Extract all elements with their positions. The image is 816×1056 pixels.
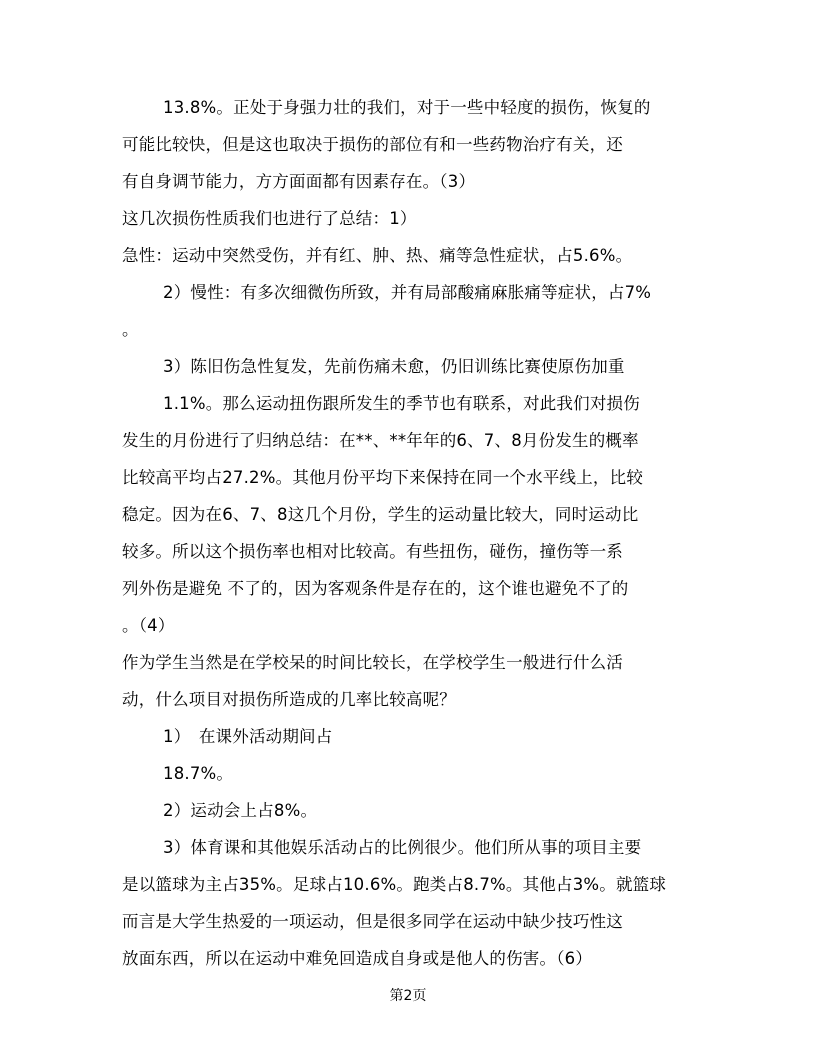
text-line: 有自身调节能力，方方面面都有因素存在。（3） bbox=[122, 172, 476, 191]
text-line: 。 bbox=[122, 320, 139, 339]
text-line: 放面东西，所以在运动中难免回造成自身或是他人的伤害。（6） bbox=[122, 949, 593, 968]
text-line: 可能比较快，但是这也取决于损伤的部位有和一些药物治疗有关，还 bbox=[122, 135, 623, 154]
text-line: 列外伤是避免 不了的，因为客观条件是存在的，这个谁也避免不了的 bbox=[122, 579, 629, 598]
text-line: 2）运动会上占8%。 bbox=[163, 801, 318, 820]
text-line: 这几次损伤性质我们也进行了总结：1） bbox=[122, 209, 417, 228]
text-line: 较多。所以这个损伤率也相对比较高。有些扭伤，碰伤，撞伤等一系 bbox=[122, 542, 623, 561]
text-line: 。（4） bbox=[122, 616, 175, 635]
text-line: 发生的月份进行了归纳总结：在**、**年年的6、7、8月份发生的概率 bbox=[122, 431, 639, 450]
text-line: 3）陈旧伤急性复发，先前伤痛未愈，仍旧训练比赛使原伤加重 bbox=[163, 357, 625, 376]
text-line: 比较高平均占27.2%。其他月份平均下来保持在同一个水平线上，比较 bbox=[122, 468, 644, 487]
text-line: 稳定。因为在6、7、8这几个月份，学生的运动量比较大，同时运动比 bbox=[122, 505, 639, 524]
text-line: 急性：运动中突然受伤，并有红、肿、热、痛等急性症状，占5.6%。 bbox=[122, 246, 633, 265]
page-number: 第2页 bbox=[389, 988, 427, 1004]
text-line: 1.1%。那么运动扭伤跟所发生的季节也有联系，对此我们对损伤 bbox=[163, 394, 640, 413]
text-line: 13.8%。正处于身强力壮的我们，对于一些中轻度的损伤，恢复的 bbox=[163, 98, 651, 117]
text-line: 1） 在课外活动期间占 bbox=[163, 727, 333, 746]
text-line: 动，什么项目对损伤所造成的几率比较高呢？ bbox=[122, 690, 456, 709]
text-line: 2）慢性：有多次细微伤所致，并有局部酸痛麻胀痛等症状，占7% bbox=[163, 283, 652, 302]
text-line: 18.7%。 bbox=[163, 764, 234, 783]
text-line: 是以篮球为主占35%。足球占10.6%。跑类占8.7%。其他占3%。就篮球 bbox=[122, 875, 667, 894]
text-line: 作为学生当然是在学校呆的时间比较长，在学校学生一般进行什么活 bbox=[122, 653, 623, 672]
text-line: 而言是大学生热爱的一项运动，但是很多同学在运动中缺少技巧性这 bbox=[122, 912, 623, 931]
text-line: 3）体育课和其他娱乐活动占的比例很少。他们所从事的项目主要 bbox=[163, 838, 642, 857]
